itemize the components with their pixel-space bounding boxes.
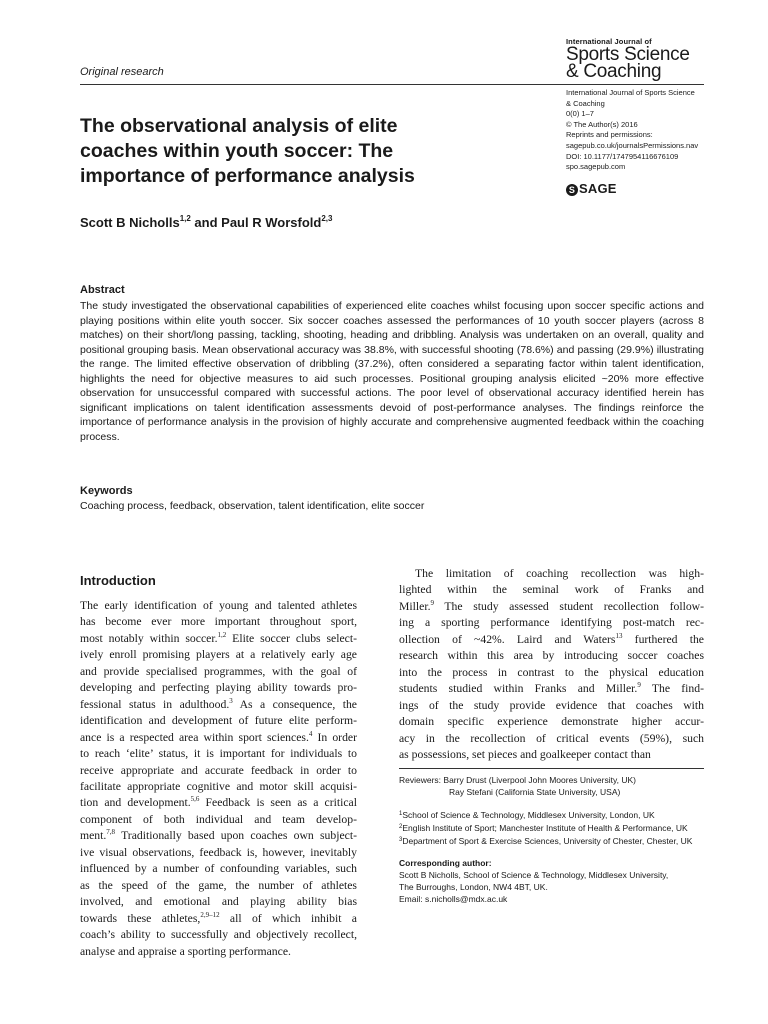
text-line: towards these athletes,$^{2,9-12}$ all of which inhibit a [80, 910, 357, 925]
article-meta [566, 88, 716, 173]
meta-website[interactable]: spo.sagepub.com [566, 162, 626, 172]
text-line: component of both individual and team develop- [80, 812, 357, 826]
journal-logo-small: International Journal of [566, 37, 652, 46]
meta-journal-cont: & Coaching [566, 98, 605, 108]
corresponding-line: Scott B Nicholls, School of Science & Technology, Middlesex University, [399, 870, 669, 880]
title-line: The observational analysis of elite [80, 115, 398, 137]
citation-reference[interactable]: 7,8 [106, 828, 116, 837]
journal-logo-line2: & Coaching [566, 60, 662, 82]
text-line: has become ever more important throughout sport, [80, 615, 357, 629]
introduction-left-column [80, 598, 357, 960]
text-line: facilitate appropriate cognitive and motor skill acquisi- [80, 779, 357, 793]
footnotes [399, 774, 709, 905]
text-line: students studied within Franks and Miller.$^9$ The find- [399, 681, 704, 696]
section-label: Original research [80, 66, 164, 78]
text-line: ings of the study provide evidence that coaches with [399, 698, 704, 712]
meta-doi[interactable]: DOI: 10.1177/1747954116676109 [566, 151, 679, 161]
title-line: importance of performance analysis [80, 165, 415, 187]
reviewers-line: Reviewers: Barry Drust (Liverpool John Moores University, UK) [399, 775, 636, 785]
affiliation [399, 834, 709, 847]
text-line: acy in the recollection of critical events (59%), such [399, 731, 704, 745]
sage-logo [566, 181, 617, 196]
citation-reference[interactable]: 1,2 [217, 630, 227, 639]
citation-reference[interactable]: 13 [615, 631, 623, 640]
keywords-heading: Keywords [80, 485, 133, 497]
text-line: Miller.$^9$ The study assessed student recollection follow- [399, 598, 704, 613]
text-line: tion and development.$^{5,6}$ Feedback is seen as a critical [80, 795, 357, 810]
text-line: as the speed of the game, the number of athletes [80, 878, 357, 892]
header-rule [80, 84, 704, 85]
affiliation [399, 808, 709, 821]
text-line: ance is a respected area within sport sciences.$^4$ In order [80, 729, 357, 744]
text-line: research within this area by introducing soccer coaches [399, 649, 704, 663]
affiliation-text: English Institute of Sport; Manchester Institute of Health & Performance, UK [402, 823, 688, 833]
article-title [80, 114, 480, 189]
text-line: to reach ‘elite’ status, it is important for individuals to [80, 747, 357, 761]
affiliation-text: Department of Sport & Exercise Sciences, University of Chester, Chester, UK [402, 836, 693, 846]
text-line: identification and development of future elite perform- [80, 714, 357, 728]
text-line: ive visual observations, feedback is, however, inevitably [80, 845, 357, 859]
meta-copyright: © The Author(s) 2016 [566, 119, 638, 129]
citation-reference[interactable]: 9 [637, 681, 641, 690]
text-line: The early identification of young and talented athletes [80, 599, 357, 612]
abstract-heading: Abstract [80, 284, 125, 296]
text-line: developing and perfecting playing ability towards pro- [80, 681, 357, 695]
author-name: Paul R Worsfold [221, 215, 322, 230]
affiliation-number: 1 [399, 811, 403, 817]
author-name: Scott B Nicholls [80, 215, 180, 230]
text-line: as possessions, set pieces and goalkeeper contact than [399, 747, 651, 761]
reviewers-line: Ray Stefani (California State University, USA) [449, 787, 621, 797]
text-line: and provide specialised programmes, with the goal of [80, 664, 357, 678]
sage-logo-text: SAGE [579, 181, 617, 196]
corresponding-email[interactable]: Email: s.nicholls@mdx.ac.uk [399, 894, 508, 904]
sage-mark-icon: S [566, 184, 578, 196]
text-line: fessional status in adulthood.$^3$ As a consequence, the [80, 696, 357, 711]
introduction-right-column [399, 566, 704, 763]
text-line: into the process in contrast to the physical education [399, 665, 704, 679]
affiliation-number: 3 [399, 837, 403, 843]
affiliation-number: 2 [399, 824, 403, 830]
text-line: analyse and appraise a sporting performance. [80, 944, 291, 958]
meta-journal: International Journal of Sports Science [566, 88, 695, 97]
affiliation-text: School of Science & Technology, Middlesex University, London, UK [402, 810, 655, 820]
text-line: ing a sporting performance identifying post-match rec- [399, 616, 704, 630]
text-line: most notably within soccer.$^{1,2}$ Elite soccer clubs select- [80, 630, 357, 645]
corresponding-heading: Corresponding author: [399, 858, 492, 868]
title-line: coaches within youth soccer: The [80, 140, 394, 162]
text-line: ment.$^{7,8}$ Traditionally based upon coaches own subject- [80, 828, 357, 843]
author-affiliation: 2,3 [321, 214, 333, 223]
meta-reprints: Reprints and permissions: [566, 130, 653, 140]
abstract-text: The study investigated the observational capabilities of experienced elite coaches whilst focusing upon soccer specific actions and playing positions within elite youth soccer. Six soccer coaches assessed the performances of 10 youth soccer players (across 8 matches) on their short/long passing, tackling, shooting, heading and dribbling. Analysis was undertaken on an overall, quality and positional grouping basis. Mean observational accuracy was 38.8%, with successful shooting (78.6%) and passing (29.9%) illustrating the range. The limited effective observation of dribbling (37.2%), often considered a separating factor within talent identification, highlights the need for objective measures to aid such processes. Positional grouping analysis elicited ~20% more effective observation for unsuccessful compared with successful actions. The poor level of observational accuracy identified herein has significant implications on talent identification assessments devoid of post-performance analyses. The findings reinforce the importance of performance analysis in the provision of highly accurate and comprehensive augmented feedback within the coaching process. [80, 300, 704, 443]
meta-permissions-link[interactable]: sagepub.co.uk/journalsPermissions.nav [566, 140, 699, 150]
journal-logo-line1: Sports Science [566, 43, 690, 65]
text-line: influenced by a number of confounding variables, such [80, 862, 357, 876]
meta-volume: 0(0) 1–7 [566, 109, 594, 119]
introduction-heading: Introduction [80, 573, 156, 588]
corresponding-line: The Burroughs, London, NW4 4BT, UK. [399, 882, 548, 892]
text-line: lighted within the seminal work of Franks and [399, 583, 704, 597]
text-line: The limitation of coaching recollection was high- [415, 567, 704, 580]
text-line: coach’s ability to successfully and objectively recollect, [80, 928, 357, 942]
author-affiliation: 1,2 [179, 214, 191, 223]
text-line: involved, and emotional and playing ability bias [80, 895, 357, 909]
citation-reference[interactable]: 4 [308, 729, 313, 738]
citation-reference[interactable]: 5,6 [190, 795, 200, 804]
text-line: ively enroll promising players at a relatively early age [80, 648, 357, 662]
citation-reference[interactable]: 9 [430, 598, 434, 607]
affiliation [399, 821, 709, 834]
footnote-rule [399, 768, 704, 769]
text-line: ollection of ~42%. Laird and Waters$^{13}$ furthered the [399, 631, 704, 646]
text-line: domain specific experience demonstrate higher accur- [399, 715, 704, 729]
text-line: receive appropriate and accurate feedback in order to [80, 763, 357, 777]
journal-logo [566, 38, 690, 80]
author-list [80, 214, 332, 230]
keywords-text: Coaching process, feedback, observation, talent identification, elite soccer [80, 500, 425, 512]
author-conjunction: and [190, 215, 222, 230]
citation-reference[interactable]: 2,9–12 [200, 910, 220, 919]
citation-reference[interactable]: 3 [229, 696, 233, 705]
